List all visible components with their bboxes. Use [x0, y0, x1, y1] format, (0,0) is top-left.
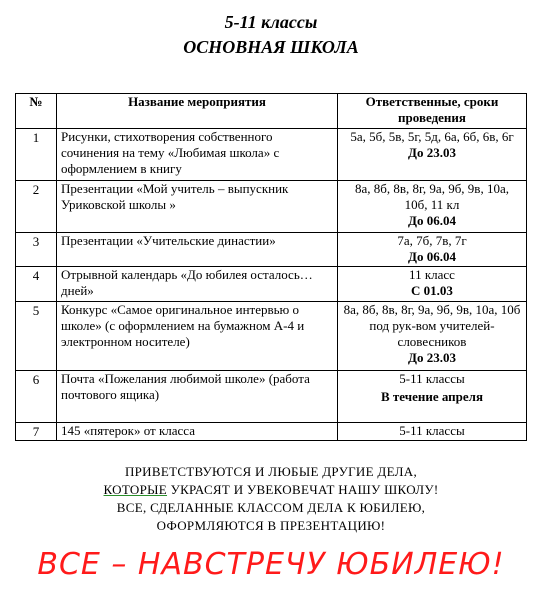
row-classes: 8а, 8б, 8в, 8г, 9а, 9б, 9в, 10а, 10б под рук-вом учителей-словесников: [343, 302, 521, 349]
table-row: [16, 129, 527, 181]
row-number: 3: [16, 233, 57, 267]
table-row: [16, 371, 527, 423]
table-row: [16, 267, 527, 302]
footer-line-4: ОФОРМЛЯЮТСЯ В ПРЕЗЕНТАЦИЮ!: [156, 518, 386, 533]
table-row: [16, 233, 527, 267]
slogan-banner: ВСЕ – НАВСТРЕЧУ ЮБИЛЕЮ!: [37, 547, 505, 582]
row-event-name: Почта «Пожелания любимой школе» (работа почтового ящика): [57, 371, 338, 423]
footer-announcement: [0, 463, 542, 535]
table-header-row: [16, 94, 527, 129]
row-number: 6: [16, 371, 57, 423]
row-event-name: Конкурс «Самое оригинальное интервью о школе» (с оформлением на бумажном А-4 и электронном носителе): [57, 302, 338, 371]
row-number: 7: [16, 423, 57, 441]
row-deadline: До 06.04: [408, 213, 456, 228]
row-classes: 5а, 5б, 5в, 5г, 5д, 6а, 6б, 6в, 6г: [350, 129, 514, 144]
row-event-name: Рисунки, стихотворения собственного сочинения на тему «Любимая школа» с оформлением в книгу: [57, 129, 338, 181]
header-responsible: Ответственные, сроки проведения: [338, 94, 527, 129]
row-responsible: [338, 181, 527, 233]
footer-line-2: [0, 481, 542, 499]
row-classes: 7а, 7б, 7в, 7г: [397, 233, 467, 248]
row-deadline: С 01.03: [411, 283, 453, 298]
row-event-name: 145 «пятерок» от класса: [57, 423, 338, 441]
row-responsible: [338, 267, 527, 302]
row-classes: 5-11 классы: [399, 423, 465, 438]
row-responsible: [338, 371, 527, 423]
row-event-name: Презентации «Учительские династии»: [57, 233, 338, 267]
row-number: 1: [16, 129, 57, 181]
header-event-name: Название мероприятия: [57, 94, 338, 129]
footer-line-2-underlined: КОТОРЫЕ: [103, 482, 168, 497]
row-event-name: Отрывной календарь «До юбилея осталось… дней»: [57, 267, 338, 302]
table-row: [16, 181, 527, 233]
footer-line-1: ПРИВЕТСТВУЮТСЯ И ЛЮБЫЕ ДРУГИЕ ДЕЛА,: [124, 464, 418, 479]
row-deadline: До 23.03: [408, 145, 456, 160]
row-deadline: До 23.03: [408, 350, 456, 365]
page-title-school: ОСНОВНАЯ ШКОЛА: [183, 37, 359, 57]
row-responsible: [338, 423, 527, 441]
row-responsible: [338, 129, 527, 181]
header-number: №: [16, 94, 57, 129]
events-table: [15, 93, 527, 441]
row-responsible: [338, 233, 527, 267]
table-row: [16, 423, 527, 441]
row-number: 4: [16, 267, 57, 302]
row-number: 2: [16, 181, 57, 233]
row-event-name: Презентации «Мой учитель – выпускник Уриковской школы »: [57, 181, 338, 233]
row-deadline: До 06.04: [408, 249, 456, 264]
page-title-grades: 5-11 классы: [224, 12, 318, 32]
row-classes: 5-11 классы: [399, 371, 465, 386]
footer-line-2-rest: УКРАСЯТ И УВЕКОВЕЧАТ НАШУ ШКОЛУ!: [167, 482, 439, 497]
row-classes: 11 класс: [409, 267, 455, 282]
row-responsible: [338, 302, 527, 371]
footer-line-3: ВСЕ, СДЕЛАННЫЕ КЛАССОМ ДЕЛА К ЮБИЛЕЮ,: [116, 500, 426, 515]
table-row: [16, 302, 527, 371]
row-classes: 8а, 8б, 8в, 8г, 9а, 9б, 9в, 10а, 10б, 11 кл: [355, 181, 509, 212]
row-number: 5: [16, 302, 57, 371]
row-deadline: В течение апреля: [380, 389, 483, 404]
